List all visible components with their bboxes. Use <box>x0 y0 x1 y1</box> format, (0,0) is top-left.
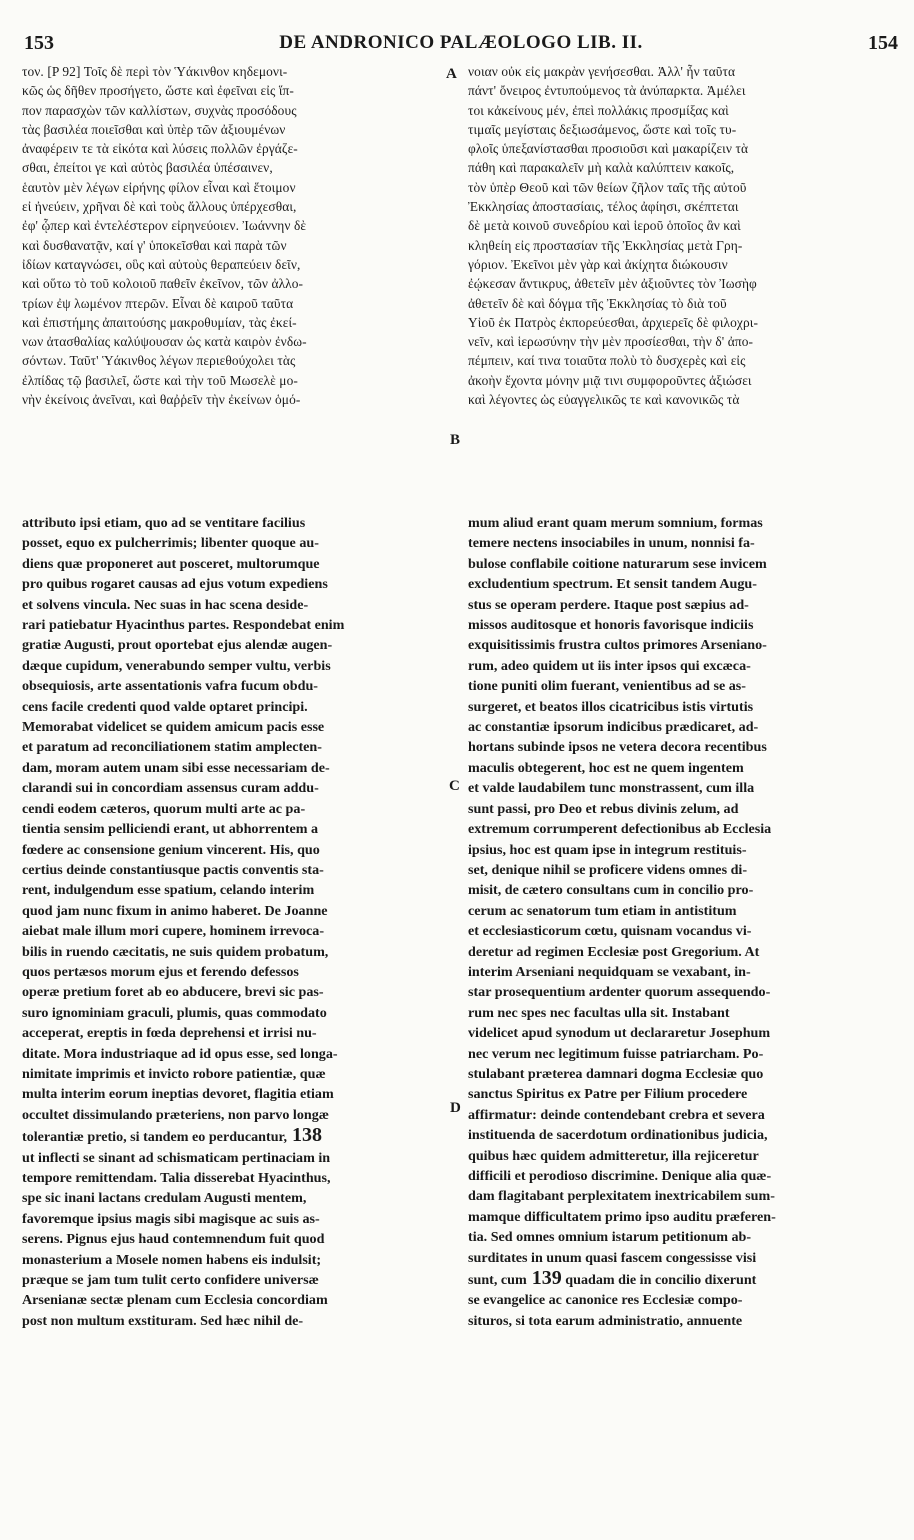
text-line: ἀθετεῖν δὲ καὶ δόγμα τῆς Ἐκκλησίας τὸ διὰ τοῦ <box>468 295 727 311</box>
text-line: monasterium a Mosele nomen habens eis indulsit; <box>22 1251 322 1268</box>
page-number-left: 153 <box>24 32 54 54</box>
text-line: σθαι, ἐπείτοι γε καὶ αὐτὸς βασιλέα ὑπέσαινεν, <box>22 160 273 176</box>
text-line: deretur ad regimen Ecclesiæ post Gregorium. At <box>468 943 760 960</box>
text-line: et valde laudabilem tunc monstrassent, cum illa <box>468 780 755 797</box>
text-line: cendi eodem cæteros, quorum multi arte ac pa- <box>22 800 306 817</box>
text-line: præque se jam tum tulit certo confidere universæ <box>22 1272 319 1289</box>
text-line: affirmatur: deinde contendebant crebra et severa <box>468 1106 765 1123</box>
text-line: stus se operam perdere. Itaque post sæpius ad- <box>468 596 749 613</box>
text-line: favoremque ipsius magis sibi magisque ac suis as- <box>22 1210 320 1227</box>
text-line: clarandi sui in concordiam assensus curam addu- <box>22 780 319 797</box>
text-line: ἰδίων καταγνώσει, οὓς καὶ αὐτοὺς θεραπεύειν δεῖν, <box>22 256 301 272</box>
text-line: et ecclesiasticorum cœtu, quisnam vocandus vi- <box>468 923 752 940</box>
text-line: exquisitissimis frustra cultos primores Arseniano- <box>468 637 767 654</box>
text-line: dæque cupidum, venerabundo semper vultu, verbis <box>22 657 331 674</box>
page-reference-number: 139 <box>526 1268 562 1290</box>
text-line: quos pertæsos morum ejus et ferendo defessos <box>22 963 299 980</box>
text-line: sanctus Spiritus ex Patre per Filium procedere <box>468 1086 748 1103</box>
text-line: acceperat, ereptis in fœda deprehensi et irrisi nu- <box>22 1025 317 1042</box>
text-line: τρίων ἐψ λωμένον πτερῶν. Εἶναι δὲ καιροῦ ταῦτα <box>22 295 294 311</box>
text-line: certius deinde constantiusque pactis conventis sta- <box>22 861 324 878</box>
text-line: occultet dissimulando præteriens, non parvo longæ <box>22 1106 329 1123</box>
greek-column-left <box>22 62 442 492</box>
text-line: καὶ οὕτω τὸ τοῦ κολοιοῦ παθεῖν ἐκεῖνον, τῶν ἀλλο- <box>22 276 304 292</box>
text-line: multa interim eorum ineptias devoret, flagitia etiam <box>22 1086 334 1103</box>
text-line: pro quibus rogaret causas ad ejus votum expediens <box>22 576 328 593</box>
text-line: tia. Sed omnes omnium istarum petitionum ab- <box>468 1229 752 1246</box>
margin-marker-a: A <box>446 66 457 82</box>
text-line: posset, equo ex pulcherrimis; libenter quoque au- <box>22 535 319 552</box>
text-line: rent, indulgendum esse spatium, celando interim <box>22 882 315 899</box>
text-line: quod jam nunc fixum in animo haberet. De Joanne <box>22 902 328 919</box>
text-line: mum aliud erant quam merum somnium, formas <box>468 515 763 531</box>
text-line: τὸν ὑπὲρ Θεοῦ καὶ τῶν θείων ζῆλον ταῖς τῆς αὐτοῦ <box>468 179 747 195</box>
text-line: ἀκοὴν ἔχοντα μόνην μιᾷ τινι συμφοροῦντες ἀξιώσει <box>468 372 752 388</box>
text-line: et paratum ad reconciliationem statim amplecten- <box>22 739 322 756</box>
text-line-tail: quadam die in concilio dixerunt <box>561 1272 757 1289</box>
text-line: temere nectens insociabiles in unum, nonnisi fa- <box>468 535 755 552</box>
text-line: ἐῴκεσαν ἄντικρυς, ἀθετεῖν μὲν ἀξιοῦντες τὸν Ἰωσὴφ <box>468 276 757 292</box>
text-line: νὴν ἐκείνοις ἀνεῖναι, καὶ θαῤῥεῖν τὴν ἐκείνων ὁμό- <box>22 392 301 408</box>
text-line: ἀναφέρειν τε τὰ εἰκότα καὶ λύσεις πολλῶν ἐργάζε- <box>22 141 298 157</box>
text-line: bilis in ruendo cæcitatis, ne suis quidem probatum, <box>22 943 329 960</box>
text-line: rari patiebatur Hyacinthus partes. Respondebat enim <box>22 617 345 634</box>
text-line: serens. Pignus ejus haud contemnendum fuit quod <box>22 1231 325 1248</box>
text-line: dam flagitabant perplexitatem inextricabilem sum- <box>468 1188 775 1205</box>
text-line: τὰς βασιλέα ποιεῖσθαι καὶ ὑπὲρ τῶν ἀξιουμένων <box>22 121 286 137</box>
latin-column-right <box>468 513 892 1453</box>
text-line: Ἐκκλησίας ἀποστασίαις, τέλος ἀφίησι, σκέπτεται <box>468 199 739 215</box>
text-line: mamque difficultatem primo ipso auditu præferen- <box>468 1208 776 1225</box>
text-line: videlicet apud synodum ut declararetur Josephum <box>468 1025 771 1042</box>
text-line: tempore remittendam. Talia disserebat Hyacinthus, <box>22 1170 331 1186</box>
text-line: Υἱοῦ ἐκ Πατρὸς ἐκπορεύεσθαι, ἀρχιερεῖς δὲ φιλοχρι- <box>468 314 759 330</box>
text-line: ditate. Mora industriaque ad id opus esse, sed longa- <box>22 1045 338 1062</box>
text-line: suro ignominiam graculi, plumis, quas commodato <box>22 1004 327 1021</box>
text-line: κῶς ὡς δῆθεν προσήγετο, ὥστε καὶ ἐφεῖναι εἰς ἵπ- <box>22 83 294 99</box>
text-line: εἰ ἠνεύειν, χρῆναι δὲ καὶ τοὺς ἄλλους ὑπέρχεσθαι, <box>22 199 297 215</box>
greek-column-right <box>468 62 892 492</box>
text-line: νων ἀτασθαλίας καλύψουσαν ὡς κατὰ καιρὸν ἐνδω- <box>22 334 307 350</box>
margin-marker-c: C <box>449 778 460 794</box>
text-line: misit, de cætero consultans cum in concilio pro- <box>468 882 754 899</box>
text-line: extremum corrumperent defectionibus ab Ecclesia <box>468 821 772 838</box>
running-title: DE ANDRONICO PALÆOLOGO LIB. II. <box>279 32 643 53</box>
text-line: cens facile credenti quod valde optaret principi. <box>22 698 308 715</box>
text-line: rum nec spes nec facultas ulla sit. Instabant <box>468 1004 730 1021</box>
text-line: sunt passi, pro Deo et rebus divinis zelum, ad <box>468 800 739 817</box>
margin-marker-b: B <box>450 432 461 448</box>
text-line: operæ pretium foret ab eo abducere, brevi sic pas- <box>22 984 324 1001</box>
text-line: πάθη καὶ παρακαλεῖν μὴ καλὰ καλύπτειν κακοῖς, <box>468 160 735 176</box>
text-line: καὶ ἐπιστήμης ἀπαιτούσης μακροθυμίαν, τὰς ἐκεί- <box>22 314 297 330</box>
text-line: difficili et perodioso discrimine. Denique alia quæ- <box>468 1168 772 1184</box>
text-line: cerum ac senatorum tum etiam in antistitum <box>468 902 737 919</box>
text-line: quibus hæc quidem admitteretur, illa rejiceretur <box>468 1147 759 1164</box>
text-line: situros, si tota earum administratio, annuente <box>468 1312 743 1329</box>
page-number-right: 154 <box>868 32 898 54</box>
latin-column-left <box>22 513 446 1453</box>
text-line: se evangelice ac canonice res Ecclesiæ compo- <box>468 1292 743 1309</box>
text-line: stulabant præterea damnari dogma Ecclesiæ quo <box>468 1065 764 1082</box>
text-line: set, denique nihil se proficere videns omnes di- <box>468 861 748 878</box>
text-line: ipsius, hoc est quam ipse in integrum restituis- <box>468 841 747 858</box>
text-line: gratiæ Augusti, prout oportebat ejus alendæ augen- <box>22 637 333 654</box>
text-line: spe sic inani lactans credulam Augusti mentem, <box>22 1190 307 1207</box>
text-line: πον παρασχὼν τῶν καλλίστων, συχνὰς προσόδους <box>22 102 297 118</box>
text-line: excludentium spectrum. Et sensit tandem Augu- <box>468 576 757 593</box>
text-line: bulose conflabile coitione naturarum sese invicem <box>468 555 767 572</box>
text-line: καὶ δυσθανατᾷν, καί γ' ὑποκεῖσθαι καὶ παρὰ τῶν <box>22 237 287 253</box>
text-line: πέμπειν, καί τινα τοιαῦτα πολὺ τὸ δυσχερὲς καὶ εἰς <box>468 353 746 369</box>
text-line: ut inflecti se sinant ad schismaticam pertinaciam in <box>22 1149 331 1166</box>
text-line: et solvens vincula. Nec suas in hac scena deside- <box>22 596 309 613</box>
text-line: nec verum nec legitimum fuisse patriarcham. Po- <box>468 1045 764 1062</box>
text-line: καὶ λέγοντες ὡς εὐαγγελικῶς τε καὶ κανονικῶς τὰ <box>468 392 740 408</box>
margin-marker-d: D <box>450 1100 461 1116</box>
text-line: φλοῖς ὑπεξανίστασθαι προσιοῦσι καὶ μακαρίζειν τὰ <box>468 141 749 157</box>
text-line: dam, moram autem unam sibi esse necessariam de- <box>22 759 330 776</box>
running-header <box>24 32 898 60</box>
text-line: obsequiosis, arte assentationis vafra fucum obdu- <box>22 678 318 695</box>
text-line: interim Arseniani nequidquam se vexabant, in- <box>468 963 751 980</box>
text-line: aiebat male illum mori cupere, hominem irrevoca- <box>22 923 325 940</box>
text-line: γόριον. Ἐκεῖνοι μὲν γὰρ καὶ ἀκίχητα διώκουσιν <box>468 256 728 272</box>
text-line: κληθείη εἰς προστασίαν τῆς Ἐκκλησίας μετὰ Γρη- <box>468 237 743 253</box>
text-line: ac constantiæ ipsorum indicibus prædicaret, ad- <box>468 719 759 736</box>
text-line: star prosequentium ardenter quorum assequendo- <box>468 984 771 1001</box>
text-line: tientia sensim pelliciendi erant, ut abhorrentem a <box>22 821 319 838</box>
text-line: tione puniti olim fuerant, venientibus ad se as- <box>468 678 746 695</box>
text-line: attributo ipsi etiam, quo ad se ventitare facilius <box>22 515 306 531</box>
text-line: sunt, cum 139 quadam die in concilio dixerunt <box>468 1268 757 1290</box>
text-line: maculis obtegerent, hoc est ne quem ingentem <box>468 759 744 776</box>
text-line: tolerantiæ pretio, si tandem eo perducantur, 138 <box>22 1125 323 1147</box>
text-line: νοιαν οὐκ εἰς μακρὰν γενήσεσθαι. Ἀλλ' ἦν ταῦτα <box>468 64 736 79</box>
text-line: post non multum exstituram. Sed hæc nihil de- <box>22 1312 304 1329</box>
text-line: diens quæ proponeret aut posceret, multorumque <box>22 555 320 572</box>
text-line: τιμαῖς μεγίσταις δεξιωσάμενος, ὥστε καὶ τοῖς τυ- <box>468 121 737 137</box>
text-line: hortans subinde ipsos ne vetera decora recentibus <box>468 739 767 756</box>
text-line: τοι κἀκείνους μέν, ἐπεὶ πολλάκις προσμίξας καὶ <box>468 102 729 118</box>
text-line: πάντ' ὄνειρος ἐντυπούμενος τὰ ἀνύπαρκτα. Ἀμέλει <box>468 83 746 99</box>
text-line: δὲ μετὰ κοινοῦ συνεδρίου καὶ ἱεροῦ ὁποῖος ἂν καὶ <box>468 218 741 234</box>
text-line: Memorabat videlicet se quidem amicum pacis esse <box>22 719 325 736</box>
text-line: τον. [P 92] Τοῖς δὲ περὶ τὸν Ὑάκινθον κηδεμονι- <box>22 64 288 79</box>
text-line: ἐλπίδας τῷ βασιλεῖ, ὥστε καὶ τὴν τοῦ Μωσελὲ μο- <box>22 372 298 388</box>
page-reference-number: 138 <box>287 1125 323 1147</box>
text-line: νεῖν, καὶ ἱερωσύνην τὴν μὲν προσίεσθαι, τὴν δ' ἀπο- <box>468 334 754 350</box>
text-line: ἐφ' ᾧπερ καὶ ἐντελέστερον εἰρηνεύοιεν. Ἰωάννην δὲ <box>22 218 307 234</box>
text-line: σόντων. Ταῦτ' Ὑάκινθος λέγων περιεθούχολει τὰς <box>22 353 296 369</box>
text-line: missos auditosque et honoris favorisque indiciis <box>468 617 754 634</box>
text-line: Arsenianæ sectæ plenam cum Ecclesia concordiam <box>22 1292 328 1309</box>
text-line: ἑαυτὸν μὲν λέγων εἰρήνης φίλον εἶναι καὶ ἕτοιμον <box>22 179 296 195</box>
text-line: surgeret, et beatos illos cicatricibus istis virtutis <box>468 698 754 715</box>
text-line: instituenda de sacerdotum ordinationibus judicia, <box>468 1127 768 1144</box>
text-line: nimitate imprimis et invicto robore patientiæ, quæ <box>22 1065 326 1082</box>
text-line: surditates in unum quasi fascem congessisse visi <box>468 1249 757 1266</box>
text-line: fœdere ac consensione genium vincerent. His, quo <box>22 841 320 858</box>
text-line: rum, adeo quidem ut iis inter ipsos qui excæca- <box>468 657 751 674</box>
